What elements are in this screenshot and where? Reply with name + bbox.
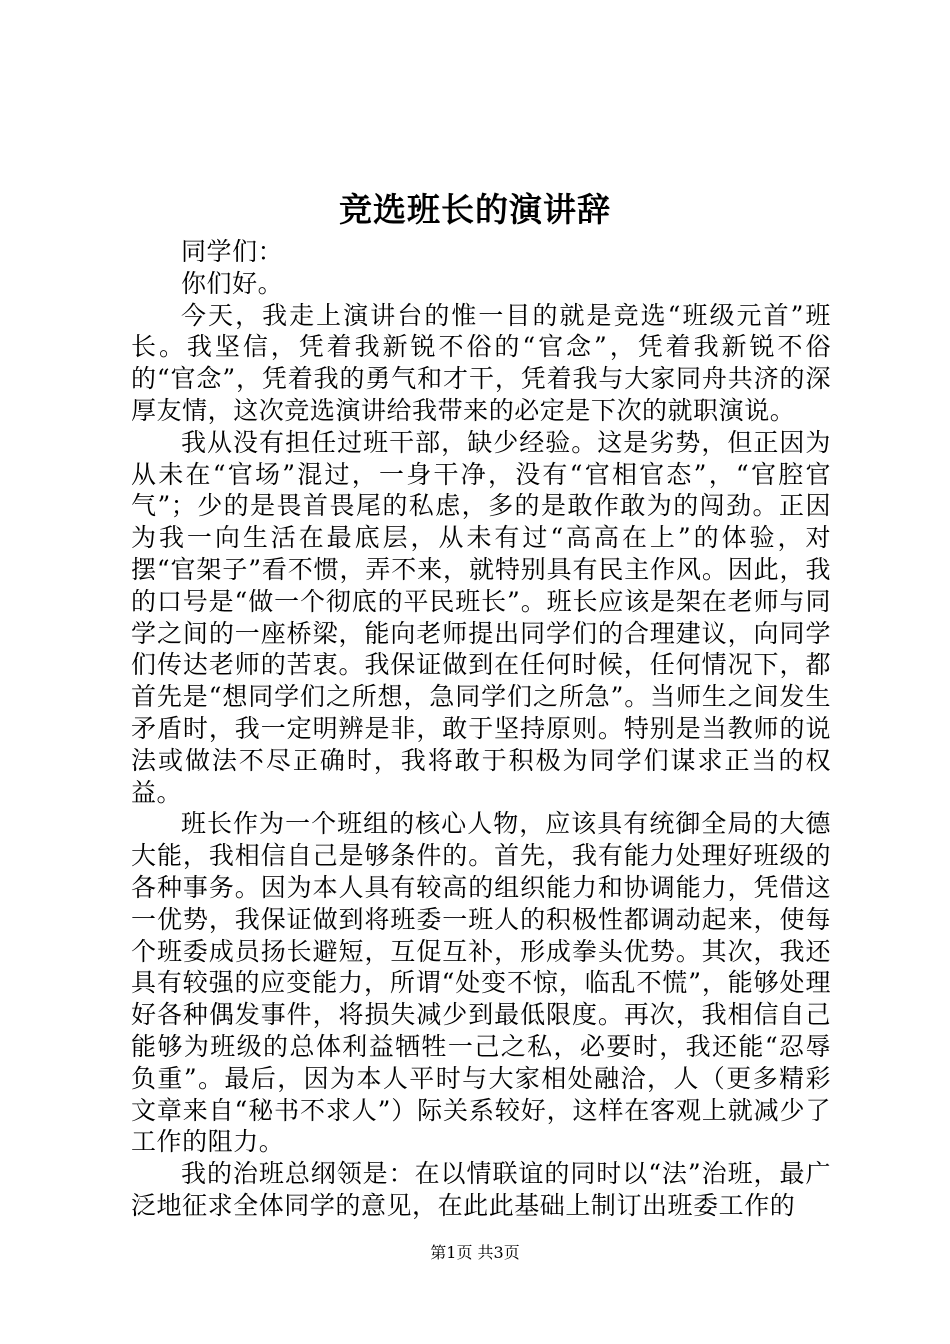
paragraph-hello: 你们好。 <box>181 268 284 298</box>
document-body <box>131 236 831 1222</box>
page-title: 竞选班长的演讲辞 <box>339 190 611 229</box>
paragraph-experience: 我从没有担任过班干部，缺少经验。这是劣势，但正因为从未在“官场”混过，一身干净，没有“官相官态”，“官腔官气”；少的是畏首畏尾的私虑，多的是敢作敢为的闯劲。正因为我一向生活在最底层，从未有过“高高在上”的体验，对摆“官架子”看不惯，弄不来，就特别具有民主作风。因此，我的口号是“做一个彻底的平民班长”。班长应该是架在老师与同学之间的一座桥梁，能向老师提出同学们的合理建议，向同学们传达老师的苦衷。我保证做到在任何时候，任何情况下，都首先是“想同学们之所想，急同学们之所急”。当师生之间发生矛盾时，我一定明辨是非，敢于坚持原则。特别是当教师的说法或做法不尽正确时，我将敢于积极为同学们谋求正当的权益。 <box>131 427 831 807</box>
page-footer: 第1页 共3页 <box>430 1243 520 1262</box>
paragraph-program: 我的治班总纲领是：在以情联谊的同时以“法”治班，最广泛地征求全体同学的意见，在此此基础上制订出班委工作的 <box>131 1159 831 1220</box>
paragraph-greeting: 同学们： <box>181 237 284 266</box>
paragraph-abilities: 班长作为一个班组的核心人物，应该具有统御全局的大德大能，我相信自己是够条件的。首先，我有能力处理好班级的各种事务。因为本人具有较高的组织能力和协调能力，凭借这一优势，我保证做到将班委一班人的积极性都调动起来，使每个班委成员扬长避短，互促互补，形成拳头优势。其次，我还具有较强的应变能力，所谓“处变不惊，临乱不慌”，能够处理好各种偶发事件，将损失减少到最低限度。再次，我相信自己能够为班级的总体利益牺牲一己之私，必要时，我还能“忍辱负重”。最后，因为本人平时与大家相处融洽，人（更多精彩文章来自“秘书不求人”）际关系较好，这样在客观上就减少了工作的阻力。 <box>131 809 831 1157</box>
paragraph-intro: 今天，我走上演讲台的惟一目的就是竞选“班级元首”班长。我坚信，凭着我新锐不俗的“官念”，凭着我新锐不俗的“官念”，凭着我的勇气和才干，凭着我与大家同舟共济的深厚友情，这次竞选演讲给我带来的必定是下次的就职演说。 <box>131 300 831 425</box>
